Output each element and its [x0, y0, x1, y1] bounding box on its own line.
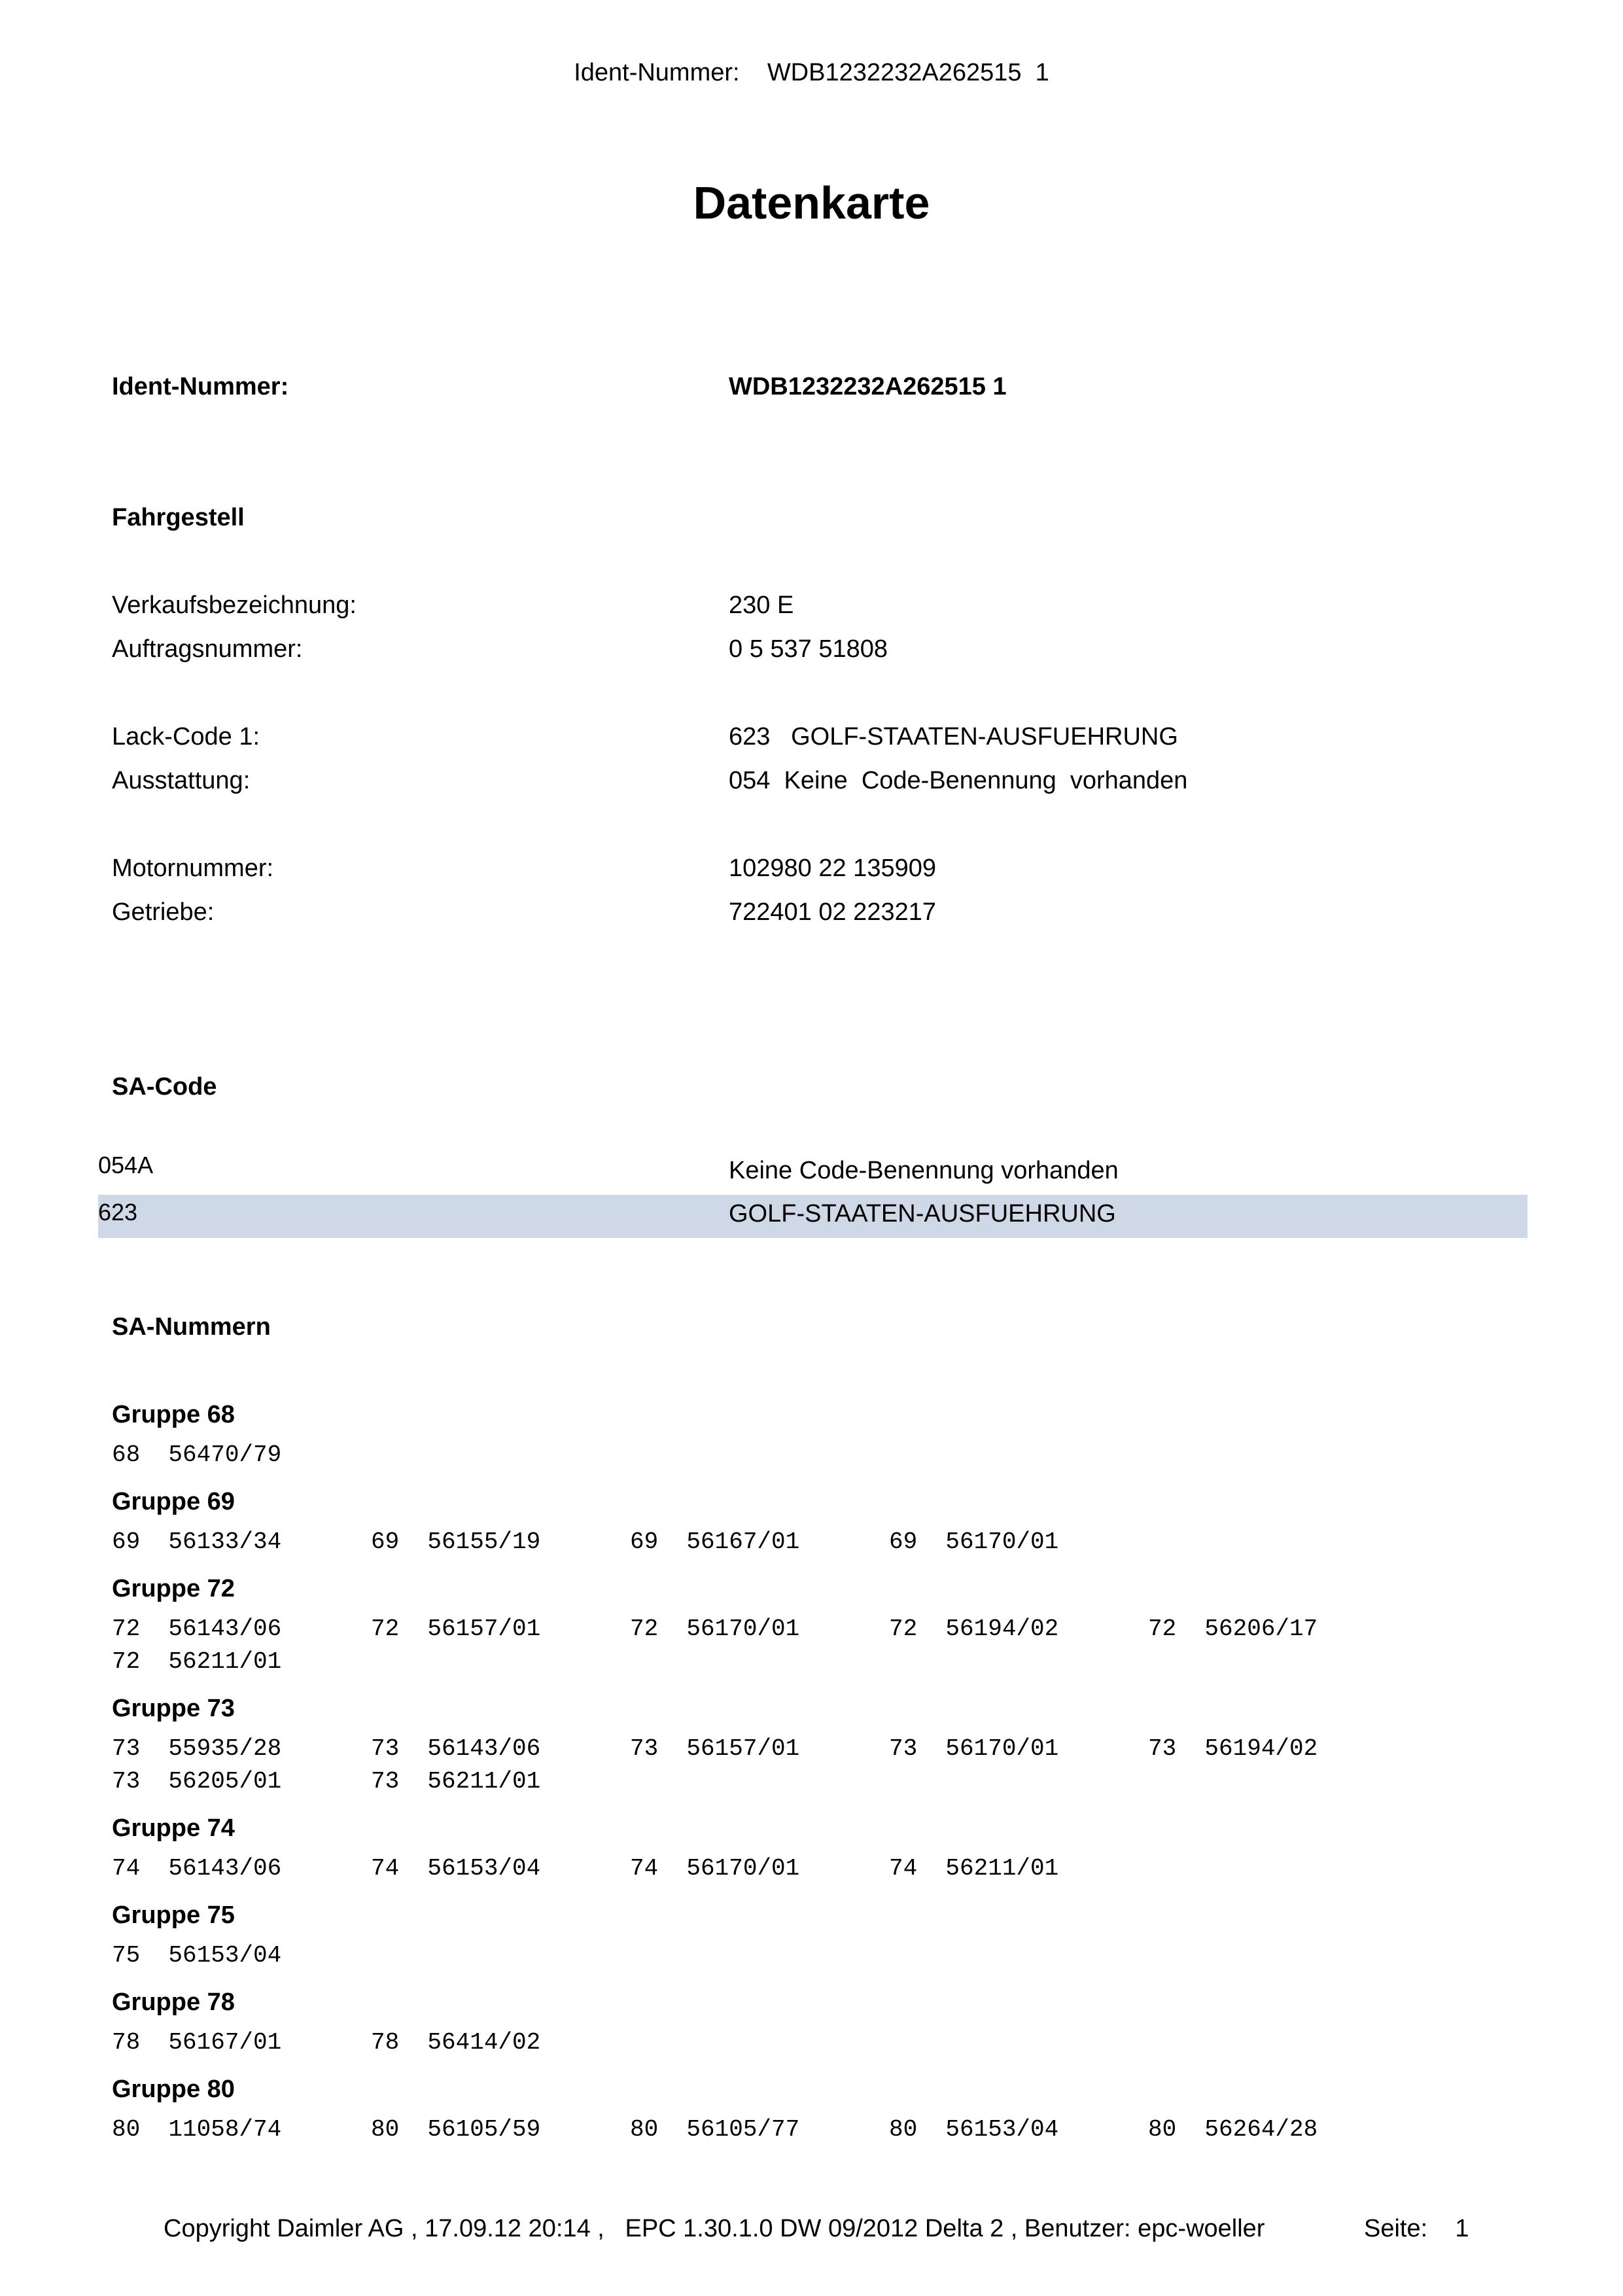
sa-number: 80 56105/59 — [371, 2116, 541, 2143]
sa-nummern-heading: SA-Nummern — [112, 1313, 271, 1341]
group-title: Gruppe 72 — [112, 1575, 235, 1602]
ident-value: WDB1232232A262515 1 — [729, 373, 1007, 400]
verkaufsbezeichnung-label: Verkaufsbezeichnung: — [112, 592, 357, 619]
sa-code-row — [98, 1152, 1527, 1195]
sa-number: 73 56170/01 — [889, 1735, 1059, 1762]
sa-number: 74 56153/04 — [371, 1855, 541, 1882]
ident-label: Ident-Nummer: — [112, 373, 289, 400]
auftragsnummer-label: Auftragsnummer: — [112, 635, 303, 663]
auftragsnummer-value: 0 5 537 51808 — [729, 635, 888, 663]
sa-number: 74 56170/01 — [630, 1855, 800, 1882]
sa-number: 73 56205/01 — [112, 1768, 282, 1795]
sa-code-description: Keine Code-Benennung vorhanden — [729, 1157, 1119, 1184]
lack-code-value: 623 GOLF-STAATEN-AUSFUEHRUNG — [729, 723, 1178, 751]
sa-number: 69 56133/34 — [112, 1528, 282, 1555]
sa-number: 72 56211/01 — [112, 1648, 282, 1675]
sa-code-row-highlighted — [98, 1195, 1527, 1238]
sa-number: 72 56170/01 — [630, 1616, 800, 1642]
sa-number: 73 56194/02 — [1148, 1735, 1318, 1762]
group-title: Gruppe 73 — [112, 1695, 235, 1722]
sa-number: 80 56153/04 — [889, 2116, 1059, 2143]
sa-number: 80 56264/28 — [1148, 2116, 1318, 2143]
sa-number: 72 56143/06 — [112, 1616, 282, 1642]
sa-number: 69 56167/01 — [630, 1528, 800, 1555]
page-number: Seite: 1 — [1364, 2215, 1469, 2242]
sa-number: 72 56194/02 — [889, 1616, 1059, 1642]
ausstattung-value: 054 Keine Code-Benennung vorhanden — [729, 767, 1188, 794]
group-title: Gruppe 74 — [112, 1814, 235, 1842]
sa-number: 78 56414/02 — [371, 2029, 541, 2056]
page-title: Datenkarte — [693, 177, 930, 228]
sa-code-value: 623 — [98, 1199, 138, 1226]
sa-number: 69 56170/01 — [889, 1528, 1059, 1555]
page-header: Ident-Nummer: WDB1232232A262515 1 — [574, 59, 1049, 86]
motornummer-label: Motornummer: — [112, 855, 274, 882]
sa-number: 73 55935/28 — [112, 1735, 282, 1762]
getriebe-value: 722401 02 223217 — [729, 898, 936, 926]
sa-number: 69 56155/19 — [371, 1528, 541, 1555]
lack-code-label: Lack-Code 1: — [112, 723, 260, 751]
group-title: Gruppe 80 — [112, 2075, 235, 2103]
sa-code-value: 054A — [98, 1152, 154, 1178]
sa-number: 80 11058/74 — [112, 2116, 282, 2143]
sa-number: 73 56211/01 — [371, 1768, 541, 1795]
sa-number: 74 56143/06 — [112, 1855, 282, 1882]
sa-number: 73 56143/06 — [371, 1735, 541, 1762]
group-title: Gruppe 68 — [112, 1401, 235, 1428]
sa-number: 72 56206/17 — [1148, 1616, 1318, 1642]
sa-code-heading: SA-Code — [112, 1073, 217, 1101]
sa-number: 73 56157/01 — [630, 1735, 800, 1762]
verkaufsbezeichnung-value: 230 E — [729, 592, 794, 619]
sa-code-description: GOLF-STAATEN-AUSFUEHRUNG — [729, 1200, 1116, 1227]
group-title: Gruppe 75 — [112, 1901, 235, 1929]
ausstattung-label: Ausstattung: — [112, 767, 251, 794]
sa-number: 75 56153/04 — [112, 1942, 282, 1969]
sa-number: 78 56167/01 — [112, 2029, 282, 2056]
getriebe-label: Getriebe: — [112, 898, 215, 926]
motornummer-value: 102980 22 135909 — [729, 855, 936, 882]
footer-copyright: Copyright Daimler AG , 17.09.12 20:14 , EPC 1.30.1.0 DW 09/2012 Delta 2 , Benutzer: epc-woeller — [164, 2215, 1265, 2242]
sa-number: 74 56211/01 — [889, 1855, 1059, 1882]
sa-number: 80 56105/77 — [630, 2116, 800, 2143]
group-title: Gruppe 78 — [112, 1988, 235, 2016]
sa-number: 72 56157/01 — [371, 1616, 541, 1642]
sa-number: 68 56470/79 — [112, 1441, 282, 1468]
group-title: Gruppe 69 — [112, 1488, 235, 1515]
fahrgestell-heading: Fahrgestell — [112, 504, 245, 531]
